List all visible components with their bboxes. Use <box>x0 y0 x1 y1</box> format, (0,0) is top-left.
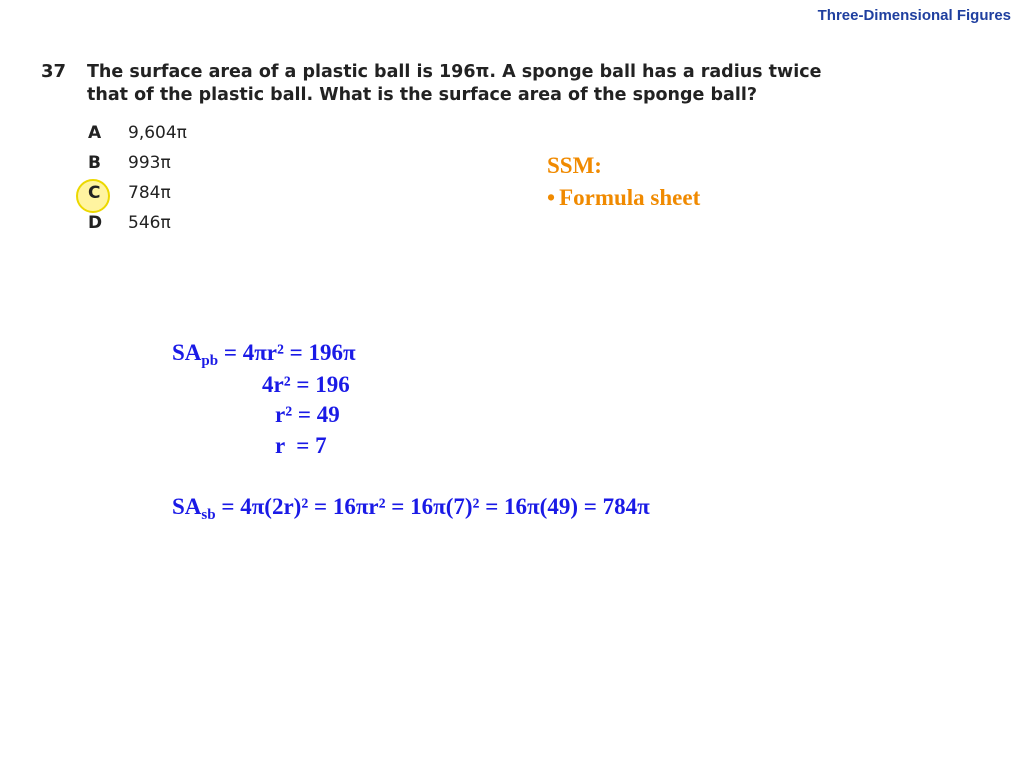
work-line-4: r = 7 <box>275 433 327 458</box>
choice-value: 993π <box>128 153 171 173</box>
question-line-2: that of the plastic ball. What is the surface area of the sponge ball? <box>87 85 757 105</box>
work-line-1 <box>172 340 356 370</box>
choice-value: 546π <box>128 213 171 233</box>
choice-letter: A <box>88 123 102 143</box>
ssm-title: SSM: <box>547 153 602 178</box>
ssm-item-label: Formula sheet <box>559 185 701 210</box>
sa-label: SA <box>172 494 202 519</box>
work-line-2: 4r² = 196 <box>262 372 350 397</box>
work-line-3: r² = 49 <box>275 402 340 427</box>
sa-subscript: sb <box>201 507 216 523</box>
equation-text: = 4π(2r)² = 16πr² = 16π(7)² = 16π(49) = 784π <box>215 494 650 519</box>
ssm-item <box>547 185 700 211</box>
choice-letter: B <box>88 153 101 173</box>
equation-text: = 4πr² = 196π <box>218 340 356 365</box>
bullet-icon: • <box>547 185 556 210</box>
question-line-1: The surface area of a plastic ball is 196π. A sponge ball has a radius twice <box>87 62 822 82</box>
question-text <box>87 61 847 107</box>
choice-value: 784π <box>128 183 171 203</box>
work-line-5 <box>172 494 650 524</box>
choice-value: 9,604π <box>128 123 187 143</box>
question-number: 37 <box>41 61 67 82</box>
sa-subscript: pb <box>201 353 219 369</box>
sa-label: SA <box>172 340 202 365</box>
choice-letter: C <box>88 183 101 203</box>
choice-letter: D <box>88 213 103 233</box>
slide-header-title: Three-Dimensional Figures <box>817 7 1011 24</box>
